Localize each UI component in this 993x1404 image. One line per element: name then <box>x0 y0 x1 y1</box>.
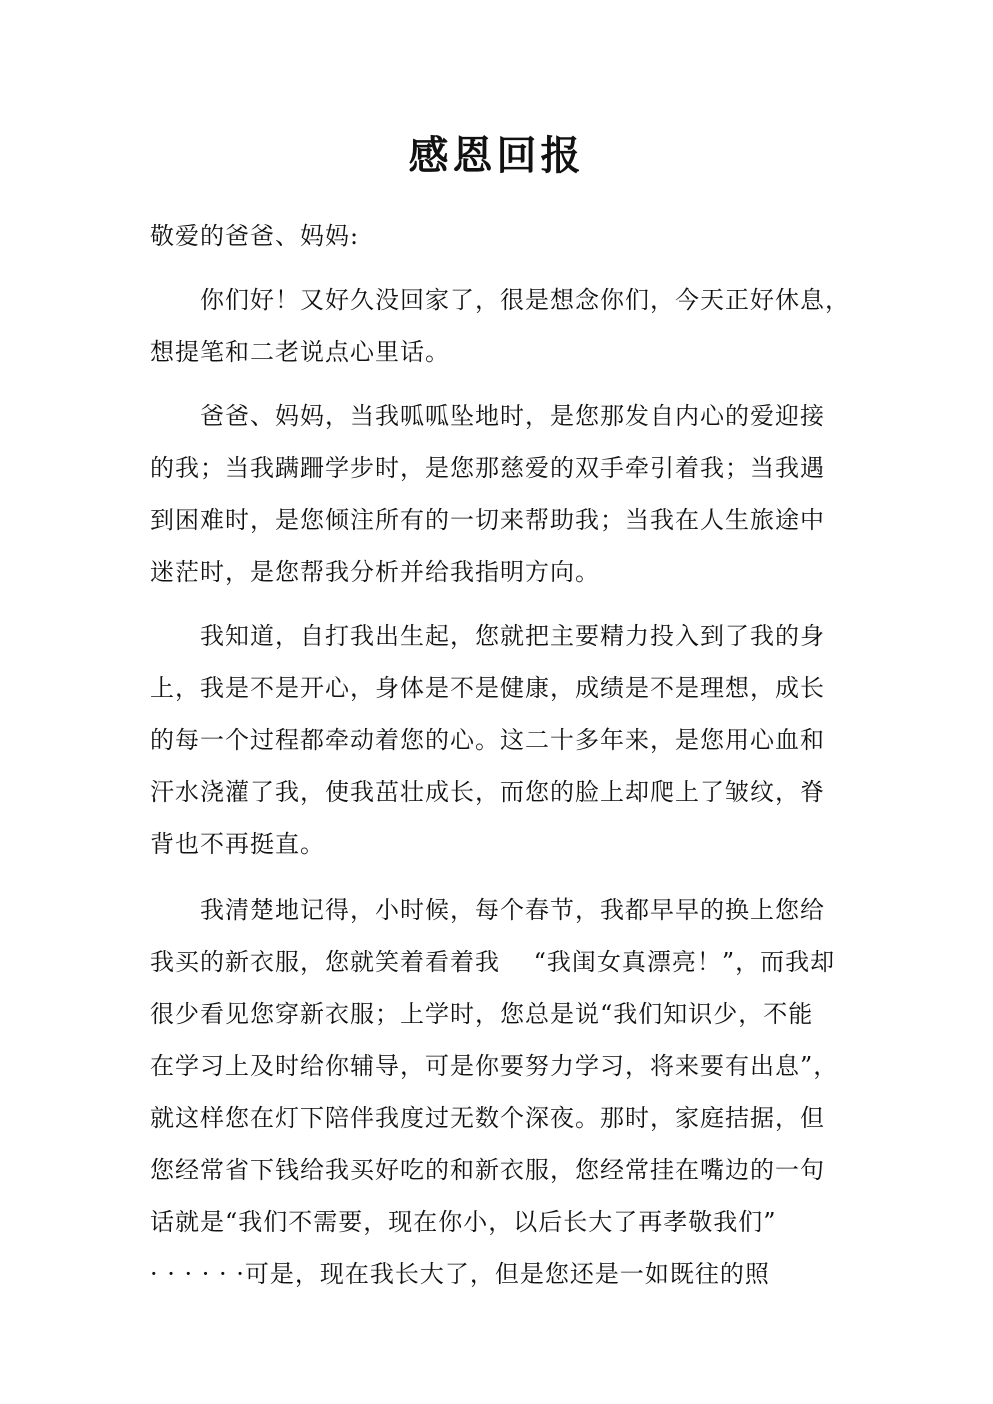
text-line: 你们好！又好久没回家了，很是想念你们，今天正好休息， <box>200 286 850 314</box>
text-line: 的每一个过程都牵动着您的心。这二十多年来，是您用心血和 <box>150 726 825 754</box>
document-title: 感恩回报 <box>408 132 585 179</box>
text-line: 您经常省下钱给我买好吃的和新衣服，您经常挂在嘴边的一句 <box>150 1156 825 1184</box>
text-line: 我买的新衣服，您就笑着看着我 “我闺女真漂亮！”，而我却 <box>150 948 836 976</box>
text-line: 在学习上及时给你辅导，可是你要努力学习，将来要有出息”， <box>150 1052 839 1080</box>
text-line: 背也不再挺直。 <box>150 830 325 858</box>
text-line: 迷茫时，是您帮我分析并给我指明方向。 <box>150 558 600 586</box>
text-line: 爸爸、妈妈，当我呱呱坠地时，是您那发自内心的爱迎接 <box>200 402 825 430</box>
text-line: 就这样您在灯下陪伴我度过无数个深夜。那时，家庭拮据，但 <box>150 1104 825 1132</box>
text-line: 我知道，自打我出生起，您就把主要精力投入到了我的身 <box>200 622 825 650</box>
text-line: 很少看见您穿新衣服；上学时，您总是说“我们知识少，不能 <box>150 1000 814 1028</box>
text-line: 话就是“我们不需要，现在你小，以后长大了再孝敬我们” <box>150 1208 777 1236</box>
text-line: 汗水浇灌了我，使我茁壮成长，而您的脸上却爬上了皱纹，脊 <box>150 778 825 806</box>
text-line: · · · · · ·可是，现在我长大了，但是您还是一如既往的照 <box>150 1260 770 1288</box>
text-line: 上，我是不是开心，身体是不是健康，成绩是不是理想，成长 <box>150 674 825 702</box>
text-line: 的我；当我蹒跚学步时，是您那慈爱的双手牵引着我；当我遇 <box>150 454 825 482</box>
salutation: 敬爱的爸爸、妈妈: <box>150 222 360 250</box>
text-line: 到困难时，是您倾注所有的一切来帮助我；当我在人生旅途中 <box>150 506 825 534</box>
text-line: 想提笔和二老说点心里话。 <box>150 338 450 366</box>
text-line: 我清楚地记得，小时候，每个春节，我都早早的换上您给 <box>200 896 825 924</box>
